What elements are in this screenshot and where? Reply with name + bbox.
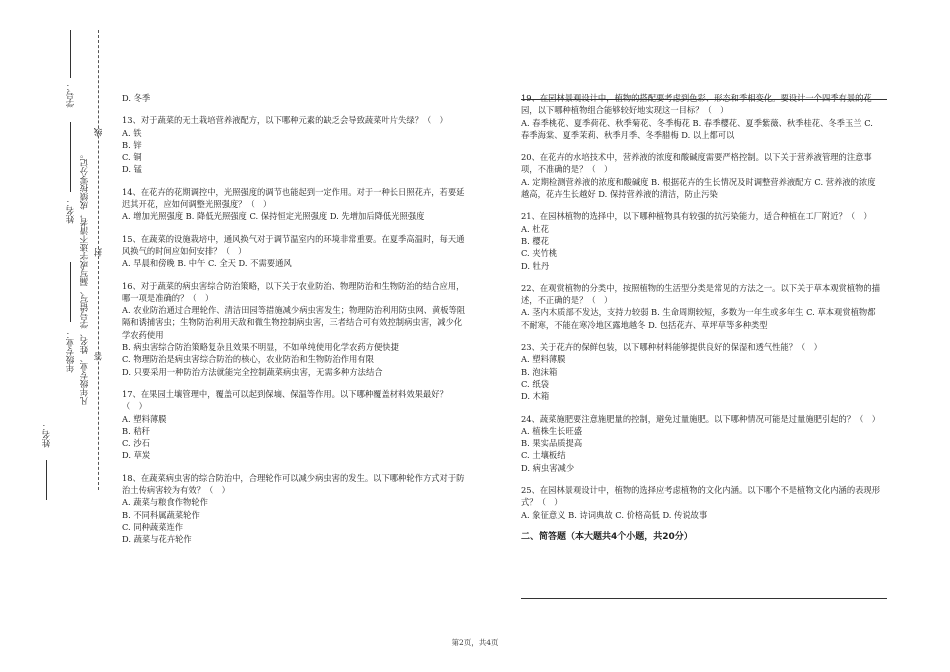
option-text: B. 锌 (122, 139, 142, 150)
question-stem: 24、蔬菜施肥要注意施肥量的控制，避免过量施肥。以下哪种情况可能是过量施肥引起的？（ ） (521, 413, 881, 424)
option-text: D. 锰 (122, 164, 142, 175)
option-text: D. 草炭 (122, 450, 151, 461)
option-text: D. 病虫害减少 (521, 462, 575, 473)
question-24 (521, 413, 881, 474)
option-text: B. 果实品质提高 (521, 438, 583, 449)
question-23 (521, 341, 881, 402)
question-stem: 17、在果园土壤管理中，覆盖可以起到保墒、保温等作用。以下哪种覆盖材料效果最好？（ ） (122, 388, 448, 412)
page-footer: 第2页，共4页 (451, 638, 499, 647)
question-15 (122, 233, 467, 270)
strip-warning-text: 凡年级专业、姓名、学号错写、漏写或字迹不清者，成绩按零分记。 (80, 150, 90, 405)
question-stem: 22、在观赏植物的分类中，按照植物的生活型分类是常见的方法之一。以下关于草本观赏植物的描述，不正确的是？（ ） (521, 282, 881, 306)
question-25 (521, 484, 881, 521)
option-text: A. 植株生长旺盛 (521, 425, 583, 436)
question-stem: 13、对于蔬菜的无土栽培营养液配方，以下哪种元素的缺乏会导致蔬菜叶片失绿？（ ） (122, 115, 448, 126)
question-20 (521, 151, 881, 200)
question-stem: 18、在蔬菜病虫害的综合防治中，合理轮作可以减少病虫害的发生。以下哪种轮作方式对于防治土传病害较为有效？（ ） (122, 472, 465, 496)
question-stem: 19、在园林景观设计中，植物的搭配要考虑到色彩、形态和季相变化。要设计一个四季有景的花园，以下哪种植物组合能够较好地实现这一目标？（ ） (521, 93, 872, 116)
question-stem: 20、在花卉的水培技术中，营养液的浓度和酸碱度需要严格控制。以下关于营养液管理的注意事项，不准确的是？（ ） (521, 152, 872, 175)
option-text: D. 冬季 (122, 93, 151, 103)
option-text: B. 病虫害综合防治策略复杂且效果不明显，不如单纯使用化学农药方便快捷 (122, 342, 399, 353)
option-text: A. 早晨和傍晚 B. 中午 C. 全天 D. 不需要通风 (122, 258, 292, 269)
option-text: A. 塑料薄膜 (122, 413, 167, 424)
option-text: C. 物理防治是病虫害综合防治的核心，农业防治和生物防治作用有限 (122, 354, 374, 365)
right-top-rule (521, 99, 887, 100)
option-text: B. 樱花 (521, 235, 549, 246)
option-text: A. 铁 (122, 127, 142, 138)
strip-dashed-cut-line (98, 30, 99, 490)
option-text: A. 增加光照强度 B. 降低光照强度 C. 保持恒定光照强度 D. 先增加后降低光照强度 (122, 211, 425, 222)
strip-student-id-label: 学号： (66, 82, 76, 108)
question-22 (521, 282, 881, 331)
strip-seal-char-da: 答 (94, 352, 104, 361)
question-17 (122, 388, 467, 462)
strip-seal-char-feng: 封 (94, 248, 104, 257)
right-bottom-rule (521, 598, 887, 599)
question-16 (122, 280, 467, 378)
option-text: C. 同种蔬菜连作 (122, 521, 184, 532)
question-stem: 16、对于蔬菜的病虫害综合防治策略，以下关于农业防治、物理防治和生物防治的结合应用，哪一项是准确的？（ ） (122, 280, 465, 303)
strip-name-label: 姓名： (42, 422, 52, 448)
option-text: C. 土壤板结 (521, 450, 566, 461)
question-14 (122, 186, 467, 223)
strip-underline-school (46, 460, 47, 500)
section-title-short-answer: 二、简答题（本大题共4个小题，共20分） (521, 531, 693, 542)
option-text: C. 夹竹桃 (521, 248, 558, 259)
option-text: C. 沙石 (122, 438, 150, 449)
option-text: D. 蔬菜与花卉轮作 (122, 534, 192, 545)
binding-strip (40, 30, 120, 500)
option-text: A. 象征意义 B. 诗词典故 C. 价格高低 D. 传说故事 (521, 509, 708, 520)
question-stem: 21、在园林植物的选择中，以下哪种植物具有较强的抗污染能力，适合种植在工厂附近？（ ） (521, 211, 872, 222)
option-text: A. 春季桃花、夏季荷花、秋季菊花、冬季梅花 B. 春季樱花、夏季紫薇、秋季桂花、冬季玉兰 C. 春季海棠、夏季茉莉、秋季月季、冬季腊梅 D. 以上都可以 (521, 117, 873, 140)
question-18 (122, 472, 467, 546)
question-12-tail (122, 92, 467, 104)
question-stem: 25、在园林景观设计中，植物的选择应考虑植物的文化内涵。以下哪个不是植物文化内涵的表现形式？（ ） (521, 485, 881, 508)
option-text: D. 只要采用一种防治方法就能完全控制蔬菜病虫害，无需多种方法结合 (122, 366, 383, 377)
option-text: D. 木箱 (521, 391, 550, 402)
right-question-column (521, 92, 881, 543)
option-text: A. 塑料薄膜 (521, 354, 566, 365)
strip-underline-id (70, 30, 71, 78)
question-13 (122, 114, 467, 175)
option-text: A. 杜花 (521, 223, 549, 234)
question-stem: 15、在蔬菜的设施栽培中，通风换气对于调节温室内的环境非常重要。在夏季高温时，每天通风换气的时间应如何安排？（ ） (122, 233, 465, 256)
option-text: B. 秸秆 (122, 425, 150, 436)
option-text: C. 纸袋 (521, 378, 549, 389)
option-text: B. 泡沫箱 (521, 366, 558, 377)
strip-grade-label: 年级专业： (66, 330, 76, 373)
strip-seal-char-xian: 线 (94, 128, 104, 137)
option-text: A. 蔬菜与粮食作物轮作 (122, 497, 208, 508)
option-text: A. 定期检测营养液的浓度和酸碱度 B. 根据花卉的生长情况及时调整营养液配方 C. 营养液的浓度越高，花卉生长越好 D. 保持营养液的清洁，防止污染 (521, 176, 876, 200)
left-question-column (122, 92, 467, 556)
question-stem: 23、关于花卉的保鲜包装，以下哪种材料能够提供良好的保湿和透气性能？（ ） (521, 342, 822, 353)
option-text: A. 茎内木质部不发达，支持力较弱 B. 生命周期较短，多数为一年生或多年生 C. 草本观赏植物都不耐寒，不能在寒冷地区露地越冬 D. 包括花卉、草坪草等多种类型 (521, 307, 876, 330)
strip-name-label-2: 姓名： (66, 198, 76, 224)
question-21 (521, 210, 881, 271)
question-stem: 14、在花卉的花期调控中，光照强度的调节也能起到一定作用。对于一种长日照花卉，若要延迟其开花，应如何调整光照强度？（ ） (122, 186, 465, 210)
strip-underline-name (70, 122, 71, 192)
option-text: C. 铜 (122, 152, 142, 163)
strip-underline-grade (70, 262, 71, 322)
option-text: D. 牡丹 (521, 260, 550, 271)
option-text: B. 不同科属蔬菜轮作 (122, 509, 200, 520)
option-text: A. 农业防治通过合理轮作、清洁田园等措施减少病虫害发生；物理防治利用防虫网、黄板等阻隔和诱捕害虫；生物防治利用天敌和微生物控制病虫害，三者结合可有效控制病虫害，减少化学农药使用 (122, 305, 466, 340)
